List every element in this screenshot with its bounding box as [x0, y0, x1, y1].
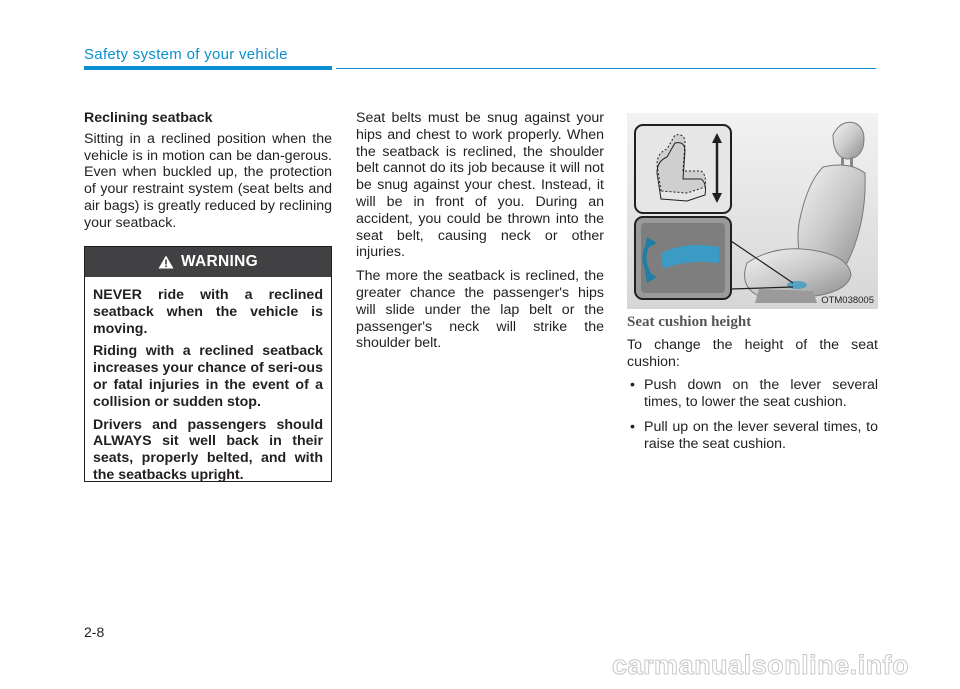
page-number: 2-8	[84, 624, 105, 640]
column-cushion	[627, 314, 878, 461]
list-item: • Push down on the lever several times, to lower the seat cushion.	[627, 377, 878, 411]
warning-triangle-icon	[158, 255, 174, 269]
cushion-heading: Seat cushion height	[627, 314, 752, 330]
section-header: Safety system of your vehicle	[84, 46, 288, 63]
warning-paragraph: Riding with a reclined seatback increases your chance of seri-ous or fatal injuries in the event of a collision or sudden stop.	[93, 343, 323, 410]
header-rule-thick	[84, 66, 332, 70]
warning-box	[84, 246, 332, 482]
warning-label: WARNING	[180, 253, 258, 270]
watermark-logo	[610, 647, 940, 681]
svg-text:carmanualsonline.info: carmanualsonline.info	[612, 650, 910, 680]
reclining-heading: Reclining seatback	[84, 110, 213, 126]
warning-body	[85, 277, 331, 484]
seat-height-figure	[627, 113, 878, 309]
cushion-intro: To change the height of the seat cushion:	[627, 336, 878, 370]
list-item: • Pull up on the lever several times, to raise the seat cushion.	[627, 419, 878, 453]
warning-header	[85, 247, 331, 277]
column-reclining	[84, 110, 332, 239]
seatbelt-paragraph: The more the seatback is reclined, the greater chance the passenger's hips will slide under the lap belt or the passenger's neck will strike the shoulder belt.	[356, 268, 604, 352]
figure-code: OTM038005	[821, 295, 874, 306]
cushion-bullet-list	[627, 377, 878, 452]
warning-paragraph: Drivers and passengers should ALWAYS sit well back in their seats, properly belted, and with the seatbacks upright.	[93, 416, 323, 483]
seatbelt-paragraph: Seat belts must be snug against your hips and chest to work properly. When the seatback is reclined, the shoulder belt cannot do its job because it will not be snug against your chest. Instead, it will be in front of you. During an accident, you could be thrown into the seat belt, causing neck or other injuries.	[356, 110, 604, 261]
reclining-body: Sitting in a reclined position when the vehicle is in motion can be dan-gerous. Even when buckled up, the protection of your restraint system (seat belts and air bags) is greatly reduced by reclining your seatback.	[84, 130, 332, 231]
warning-paragraph: NEVER ride with a reclined seatback when the vehicle is moving.	[93, 287, 323, 337]
header-rule-thin	[336, 68, 876, 69]
column-seatbelt	[356, 110, 604, 359]
seat-illustration	[627, 113, 878, 309]
